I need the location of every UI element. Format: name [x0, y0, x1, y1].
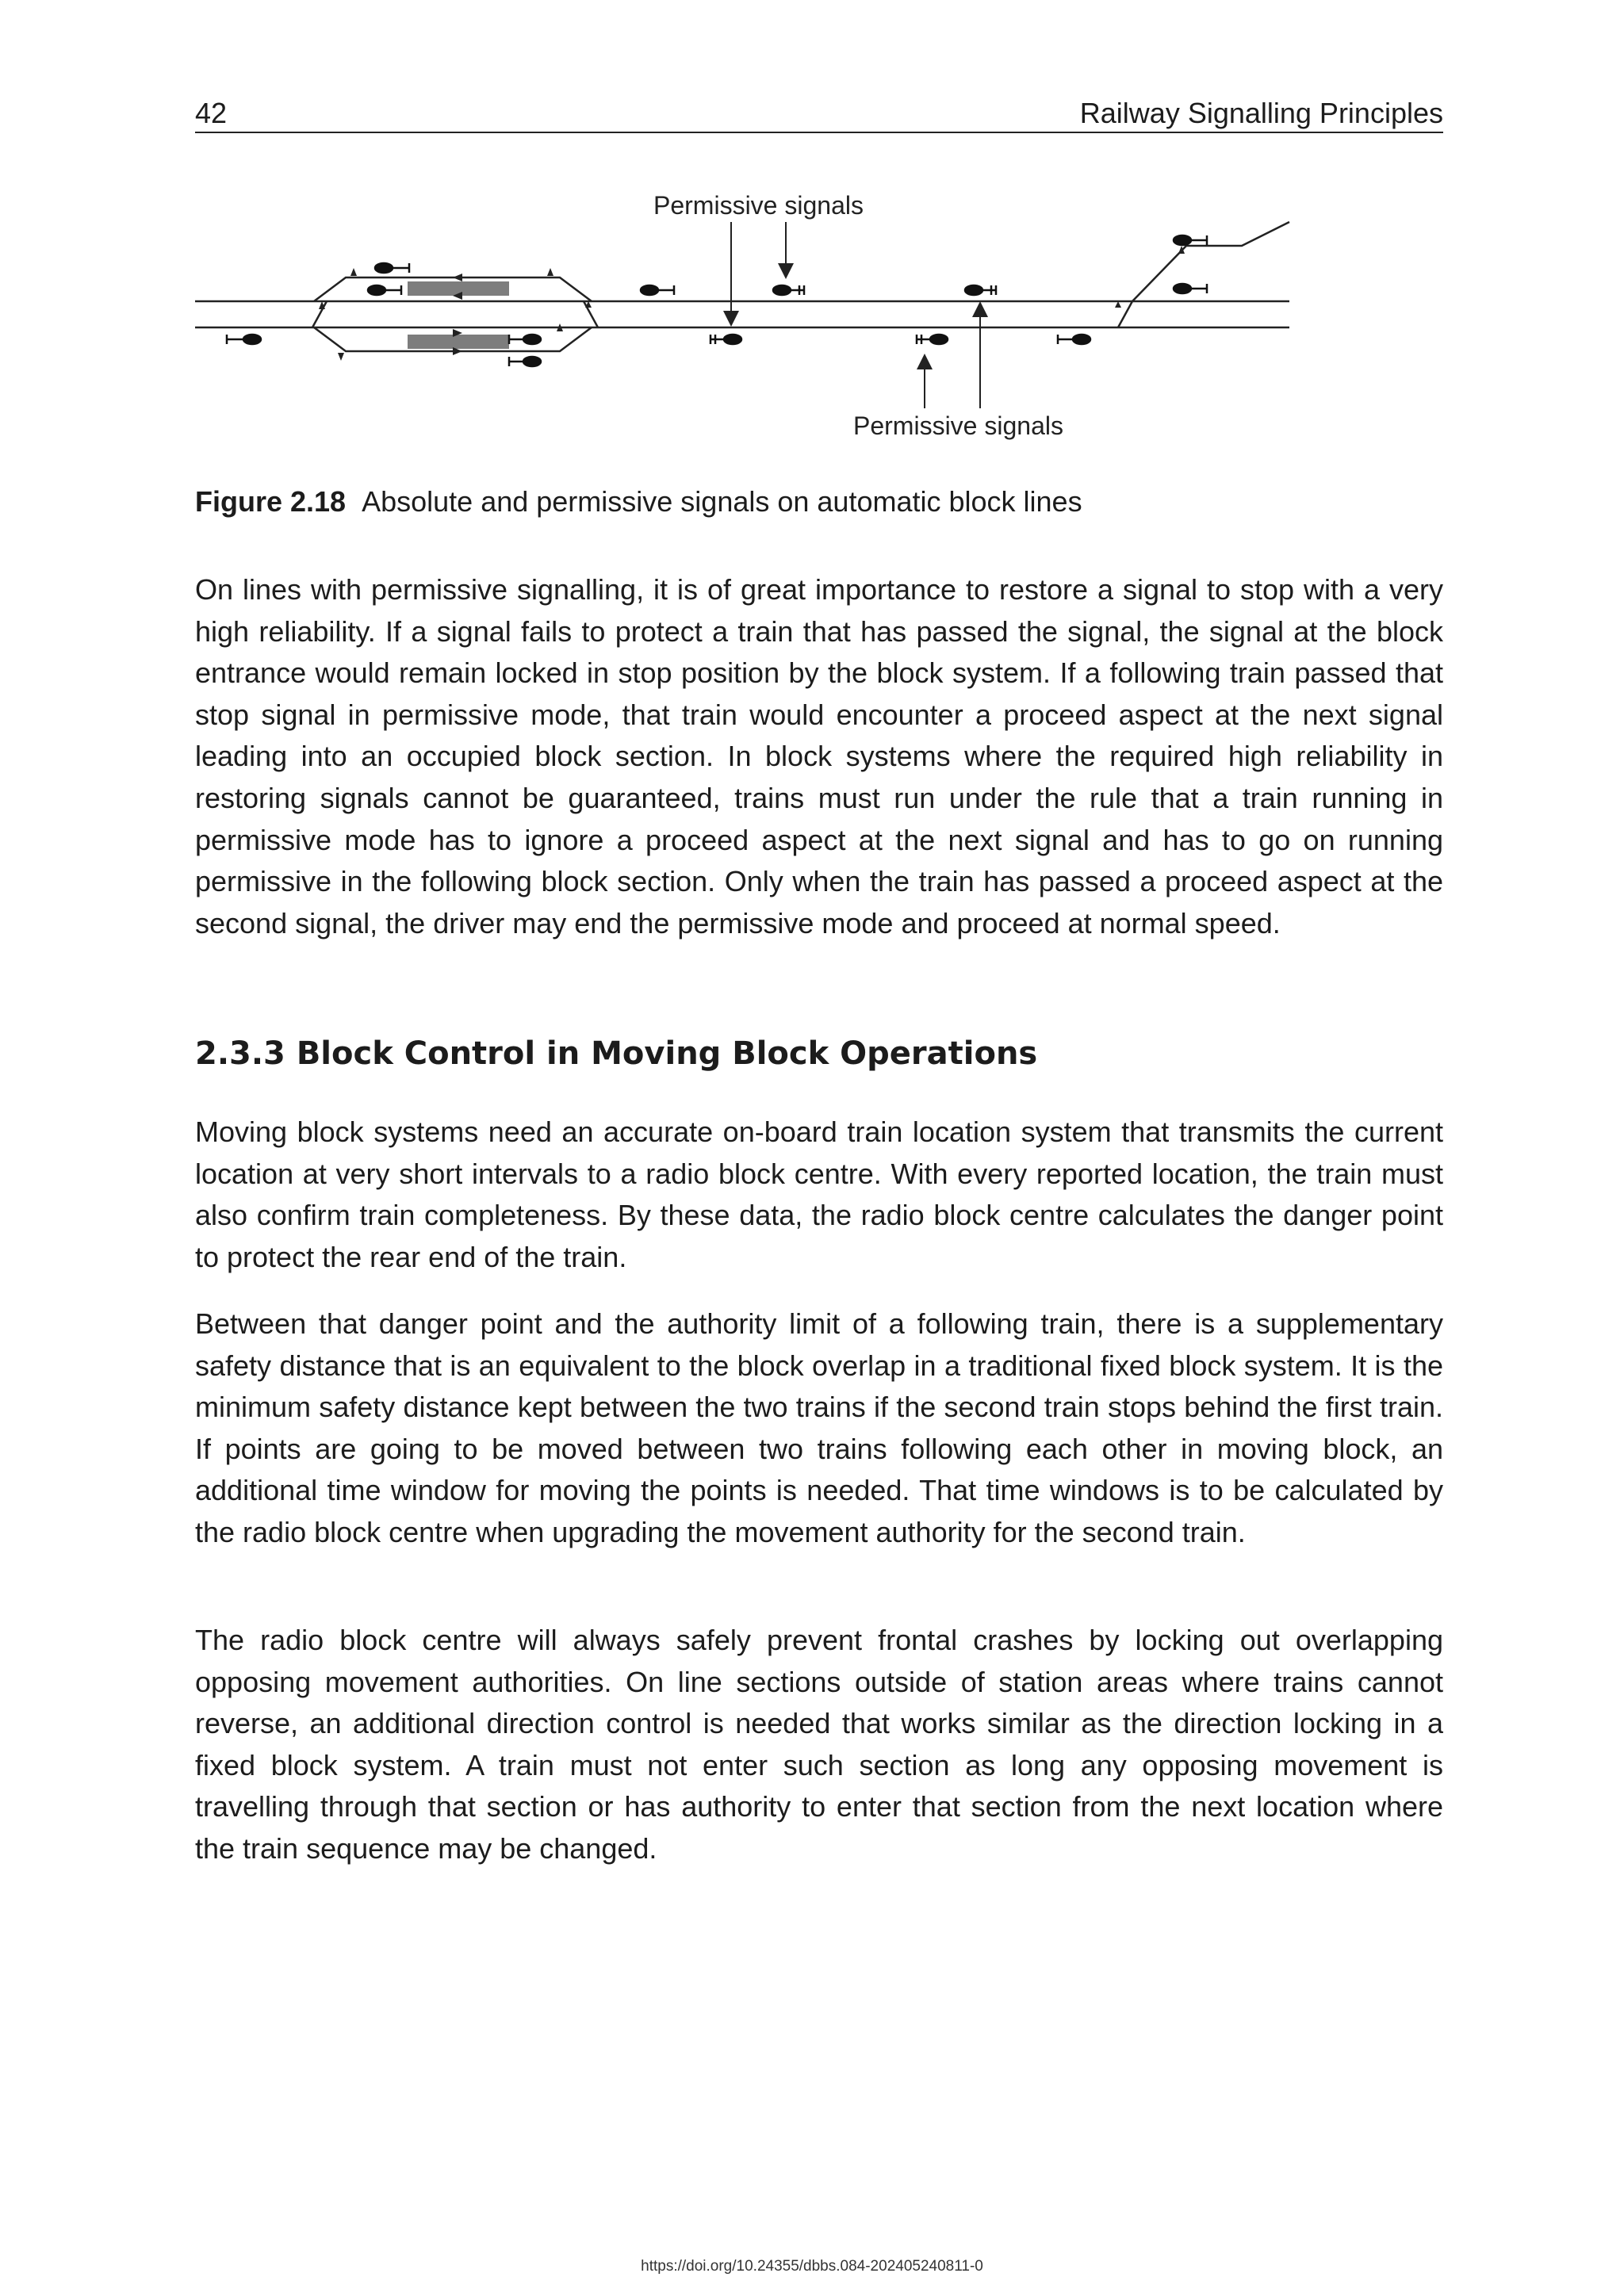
- signal: [1174, 235, 1207, 245]
- permissive-signals-bottom-label: Permissive signals: [853, 411, 1063, 440]
- paragraph-1: On lines with permissive signalling, it is of great importance to restore a signal to stop with a very high reliability. If a signal fails to protect a train that has passed the signal, the signal at the block entrance would remain locked in stop position by the block system. If a following train passed that stop signal in permissive mode, that train would encounter a proceed aspect at the next signal leading into an occupied block section. In block systems where the required high reliability in restoring signals cannot be guaranteed, trains must run under the rule that a train running in permissive mode has to ignore a proceed aspect at the next signal and has to go on running permissive in the following block section. Only when the train has passed a proceed aspect at the second signal, the driver may end the permissive mode and proceed at normal speed.: [195, 573, 1443, 939]
- permissive-signals-top-label: Permissive signals: [653, 191, 864, 220]
- permissive-signal: [773, 285, 804, 295]
- paragraph-3: Between that danger point and the authority limit of a following train, there is a supplementary safety distance that is an equivalent to the block overlap in a traditional fixed block system. It is the minimum safety distance kept between the two trains if the second train stops behind the first train. If points are going to be moved between two trains following each other in moving block, an additional time window for moving the points is needed. That time windows is to be calculated by the radio block centre when upgrading the movement authority for the second train.: [195, 1307, 1443, 1548]
- signal: [1174, 284, 1207, 293]
- page-number: 42: [195, 97, 228, 129]
- page-header: [195, 94, 1443, 133]
- signal: [375, 263, 409, 273]
- signal: [1058, 335, 1090, 344]
- paragraph-2: Moving block systems need an accurate on-board train location system that transmits the current location at very short intervals to a radio block centre. With every reported location, the train must also confirm train completeness. By these data, the radio block centre calculates the danger point to protect the rear end of the train.: [195, 1115, 1443, 1273]
- permissive-signal: [965, 285, 996, 295]
- main-tracks: [195, 222, 1289, 351]
- doi-footer: https://doi.org/10.24355/dbbs.084-202405240811-0: [641, 2258, 983, 2275]
- figure-caption-text: Absolute and permissive signals on automatic block lines: [362, 485, 1082, 518]
- paragraph-4: The radio block centre will always safely prevent frontal crashes by locking out overlapping opposing movement authorities. On line sections outside of station areas where trains cannot reverse, an additional direction control is needed that works similar as the direction locking in a fixed block system. A train must not enter such section as long any opposing movement is travelling through that section or has authority to enter that section from the next location where the train sequence may be changed.: [195, 1624, 1443, 1865]
- platform-lower: [408, 335, 509, 349]
- label-arrows: [731, 222, 980, 408]
- permissive-signal: [917, 335, 948, 344]
- figure-2-18: [195, 182, 1443, 452]
- signal: [509, 357, 541, 366]
- signal: [509, 335, 541, 344]
- signal: [641, 285, 674, 295]
- signal: [227, 335, 261, 344]
- track-layout-diagram: [195, 182, 1443, 452]
- section-heading: 2.3.3 Block Control in Moving Block Operations: [195, 1035, 1038, 1072]
- figure-caption: [195, 485, 1082, 519]
- running-title: Railway Signalling Principles: [1079, 97, 1443, 129]
- permissive-signal: [710, 335, 741, 344]
- signal: [368, 285, 401, 295]
- figure-label: Figure 2.18: [195, 485, 347, 518]
